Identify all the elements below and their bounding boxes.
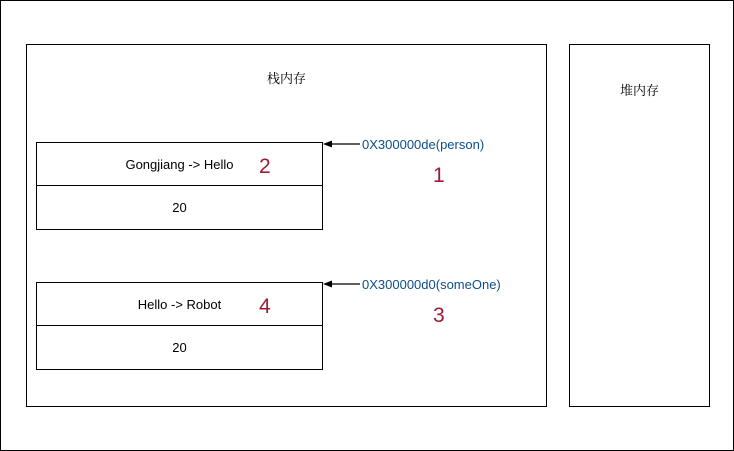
frame-someone-bottom-row: 20 — [172, 340, 187, 355]
stack-frame-someone — [36, 282, 323, 370]
frame-person-top-row: Gongjiang -> Hello — [37, 143, 322, 186]
pointer-label-person: 0X300000de(person) — [362, 137, 485, 152]
heap-memory-title: 堆内存 — [619, 83, 659, 98]
pointer-arrow-person — [323, 139, 361, 149]
heap-memory-region — [569, 44, 710, 407]
frame-person-bottom-row: 20 — [172, 200, 187, 215]
step-number-2: 2 — [259, 155, 271, 178]
pointer-label-someone: 0X300000d0(someOne) — [362, 277, 501, 292]
stack-frame-person — [36, 142, 323, 230]
pointer-arrow-someone — [323, 279, 361, 289]
frame-someone-top-row: Hello -> Robot — [37, 283, 322, 326]
stack-memory-title: 栈内存 — [266, 71, 306, 86]
step-number-4: 4 — [259, 295, 271, 318]
step-number-3: 3 — [433, 304, 445, 327]
step-number-1: 1 — [433, 164, 445, 187]
